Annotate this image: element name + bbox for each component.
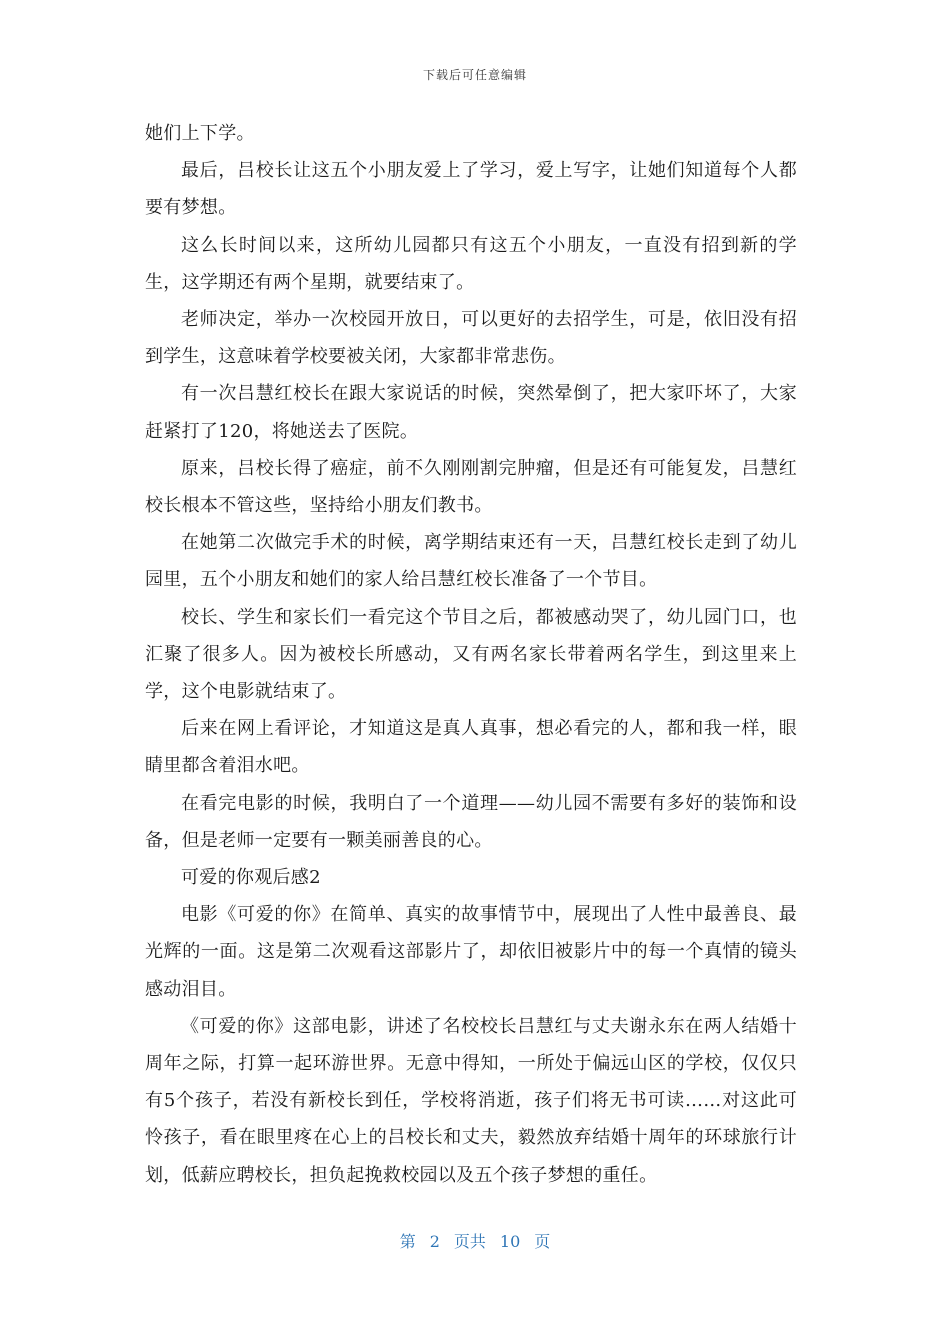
paragraph: 《可爱的你》这部电影，讲述了名校校长吕慧红与丈夫谢永东在两人结婚十周年之际，打算一起环游世界。无意中得知，一所处于偏远山区的学校，仅仅只有5个孩子，若没有新校长到任，学校将消逝，孩子们将无书可读……对这此可怜孩子，看在眼里疼在心上的吕校长和丈夫，毅然放弃结婚十周年的环球旅行计划，低薪应聘校长，担负起挽救校园以及五个孩子梦想的重任。: [145, 1015, 797, 1186]
paragraph: 后来在网上看评论，才知道这是真人真事，想必看完的人，都和我一样，眼睛里都含着泪水吧。: [145, 718, 797, 777]
footer-label-ye: 页: [534, 1232, 551, 1251]
current-page-number: 2: [429, 1232, 440, 1251]
paragraph: 老师决定，举办一次校园开放日，可以更好的去招学生，可是，依旧没有招到学生，这意味着学校要被关闭，大家都非常悲伤。: [145, 309, 797, 368]
footer-label-ye-gong: 页共: [453, 1232, 486, 1251]
section-heading: 可爱的你观后感2: [181, 867, 321, 889]
page-header: 下载后可任意编辑: [422, 68, 527, 82]
paragraph: 这么长时间以来，这所幼儿园都只有这五个小朋友，一直没有招到新的学生，这学期还有两个星期，就要结束了。: [145, 234, 797, 293]
paragraph: 在她第二次做完手术的时候，离学期结束还有一天，吕慧红校长走到了幼儿园里，五个小朋友和她们的家人给吕慧红校长准备了一个节目。: [145, 532, 797, 591]
paragraph: 电影《可爱的你》在简单、真实的故事情节中，展现出了人性中最善良、最光辉的一面。这是第二次观看这部影片了，却依旧被影片中的每一个真情的镜头感动泪目。: [145, 904, 797, 1000]
total-page-count: 10: [499, 1232, 521, 1251]
paragraph: 原来，吕校长得了癌症，前不久刚刚割完肿瘤，但是还有可能复发，吕慧红校长根本不管这些，坚持给小朋友们教书。: [145, 457, 797, 517]
paragraph: 她们上下学。: [145, 123, 255, 144]
paragraph: 校长、学生和家长们一看完这个节目之后，都被感动哭了，幼儿园门口，也汇聚了很多人。因为被校长所感动，又有两名家长带着两名学生，到这里来上学，这个电影就结束了。: [145, 606, 797, 703]
paragraph: 有一次吕慧红校长在跟大家说话的时候，突然晕倒了，把大家吓坏了，大家赶紧打了120，将她送去了医院。: [145, 383, 797, 442]
document-body: [145, 115, 797, 1194]
paragraph: 在看完电影的时候，我明白了一个道理——幼儿园不需要有多好的装饰和设备，但是老师一定要有一颗美丽善良的心。: [145, 792, 797, 851]
paragraph: 最后，吕校长让这五个小朋友爱上了学习，爱上写字，让她们知道每个人都要有梦想。: [145, 160, 797, 219]
footer-label-di: 第: [399, 1232, 416, 1251]
page-footer: [0, 1229, 950, 1252]
